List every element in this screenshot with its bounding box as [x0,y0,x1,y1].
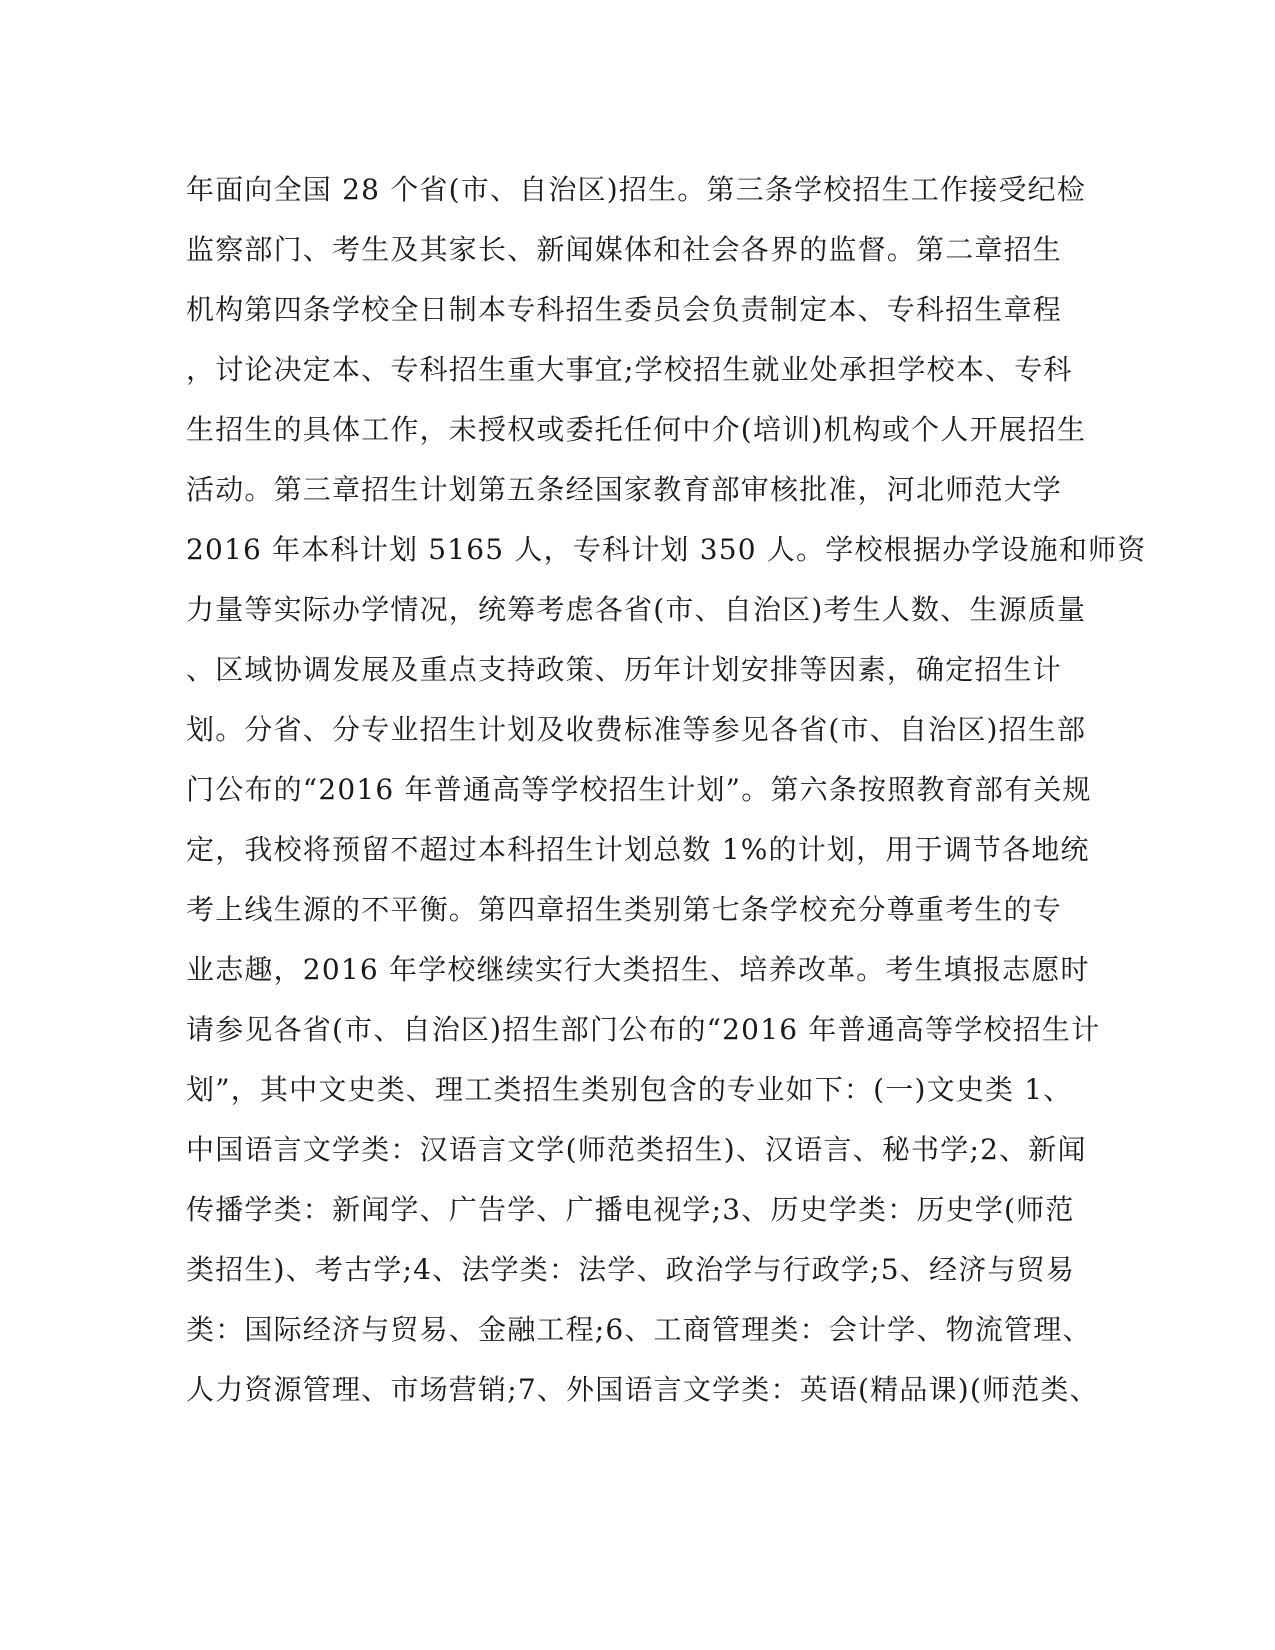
text-line: 定，我校将预留不超过本科招生计划总数 1%的计划，用于调节各地统 [186,833,1090,866]
text-line: 监察部门、考生及其家长、新闻媒体和社会各界的监督。第二章招生 [186,233,1063,266]
body-text [186,160,1147,1420]
text-line: 年面向全国 28 个省(市、自治区)招生。第三条学校招生工作接受纪检 [186,173,1087,206]
text-line: 中国语言文学类：汉语言文学(师范类招生)、汉语言、秘书学;2、新闻 [186,1133,1087,1166]
text-line: ，讨论决定本、专科招生重大事宜;学校招生就业处承担学校本、专科 [186,353,1073,386]
text-line: 划。分省、分专业招生计划及收费标准等参见各省(市、自治区)招生部 [186,713,1087,746]
text-line: 生招生的具体工作，未授权或委托任何中介(培训)机构或个人开展招生 [186,413,1087,446]
text-line: 类招生)、考古学;4、法学类：法学、政治学与行政学;5、经济与贸易 [186,1253,1076,1286]
text-line: 活动。第三章招生计划第五条经国家教育部审核批准，河北师范大学 [186,473,1063,506]
text-line: 考上线生源的不平衡。第四章招生类别第七条学校充分尊重考生的专 [186,893,1063,926]
text-line: 业志趣，2016 年学校继续实行大类招生、培养改革。考生填报志愿时 [186,953,1090,986]
text-line: 传播学类：新闻学、广告学、广播电视学;3、历史学类：历史学(师范 [186,1193,1075,1226]
text-line: 请参见各省(市、自治区)招生部门公布的“2016 年普通高等学校招生计 [186,1013,1101,1046]
text-line: 划”，其中文史类、理工类招生类别包含的专业如下：(一)文史类 1、 [186,1073,1073,1106]
text-line: 、区域协调发展及重点支持政策、历年计划安排等因素，确定招生计 [186,653,1063,686]
text-line: 2016 年本科计划 5165 人，专科计划 350 人。学校根据办学设施和师资 [186,533,1147,566]
text-line: 人力资源管理、市场营销;7、外国语言文学类：英语(精品课)(师范类、 [186,1373,1099,1406]
text-line: 力量等实际办学情况，统筹考虑各省(市、自治区)考生人数、生源质量 [186,593,1087,626]
text-line: 类：国际经济与贸易、金融工程;6、工商管理类：会计学、物流管理、 [186,1313,1092,1346]
text-line: 机构第四条学校全日制本专科招生委员会负责制定本、专科招生章程 [186,293,1063,326]
text-line: 门公布的“2016 年普通高等学校招生计划”。第六条按照教育部有关规 [186,773,1092,806]
